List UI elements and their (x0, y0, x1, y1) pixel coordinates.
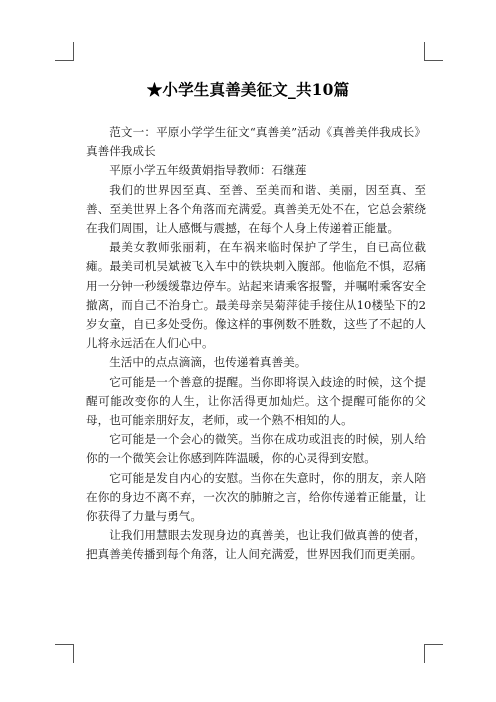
paragraph: 它可能是发自内心的安慰。当你在失意时，你的朋友，亲人陪在你的身边不离不弃，一次次的肺腑之言，给你传递着正能量，让你获得了力量与勇气。 (86, 470, 426, 524)
crop-mark-bottom-right (424, 644, 443, 663)
paragraph: 我们的世界因至真、至善、至美而和谐、美丽，因至真、至善、至美世界上各个角落而充满爱。真善美无处不在，它总会萦绕在我们周围，让人感慨与震撼，在每个人身上传递着正能量。 (86, 182, 426, 236)
paragraph: 它可能是一个会心的微笑。当你在成功或沮丧的时候，别人给你的一个微笑会让你感到阵阵温暖，你的心灵得到安慰。 (86, 432, 426, 466)
document-title: ★小学生真善美征文_共10篇 (146, 80, 350, 99)
crop-mark-top-right (424, 42, 443, 61)
crop-mark-bottom-left (55, 644, 74, 663)
document-body (86, 123, 426, 565)
paragraph: 让我们用慧眼去发现身边的真善美，也让我们做真善的使者，把真善美传播到每个角落，让人间充满爱，世界因我们而更美丽。 (86, 528, 426, 562)
crop-mark-top-left (55, 42, 74, 61)
paragraph-author: 平原小学五年级黄娟指导教师：石继莲 (109, 163, 307, 178)
paragraph: 生活中的点点滴滴，也传递着真善美。 (109, 355, 307, 370)
paragraph: 最美女教师张丽莉，在车祸来临时保护了学生，自已高位截瘫。最美司机吴斌被飞入车中的铁块刺入腹部。他临危不惧，忍痛用一分钟一秒缓缓靠边停车。站起来请乘客报警，并嘱咐乘客安全撤离，而自己不治身亡。最美母亲吴菊萍徒手接住从10楼坠下的2岁女童，自已多处受伤。像这样的事例数不胜数，这些了不起的人儿将永远活在人们心中。 (86, 240, 426, 351)
paragraph: 它可能是一个善意的提醒。当你即将误入歧途的时候，这个提醒可能改变你的人生，让你活得更加灿烂。这个提醒可能你的父母，也可能亲朋好友，老师，或一个熟不相知的人。 (86, 374, 426, 428)
paragraph-intro: 范文一：平原小学学生征文“真善美”活动《真善美伴我成长》真善伴我成长 (86, 125, 426, 159)
